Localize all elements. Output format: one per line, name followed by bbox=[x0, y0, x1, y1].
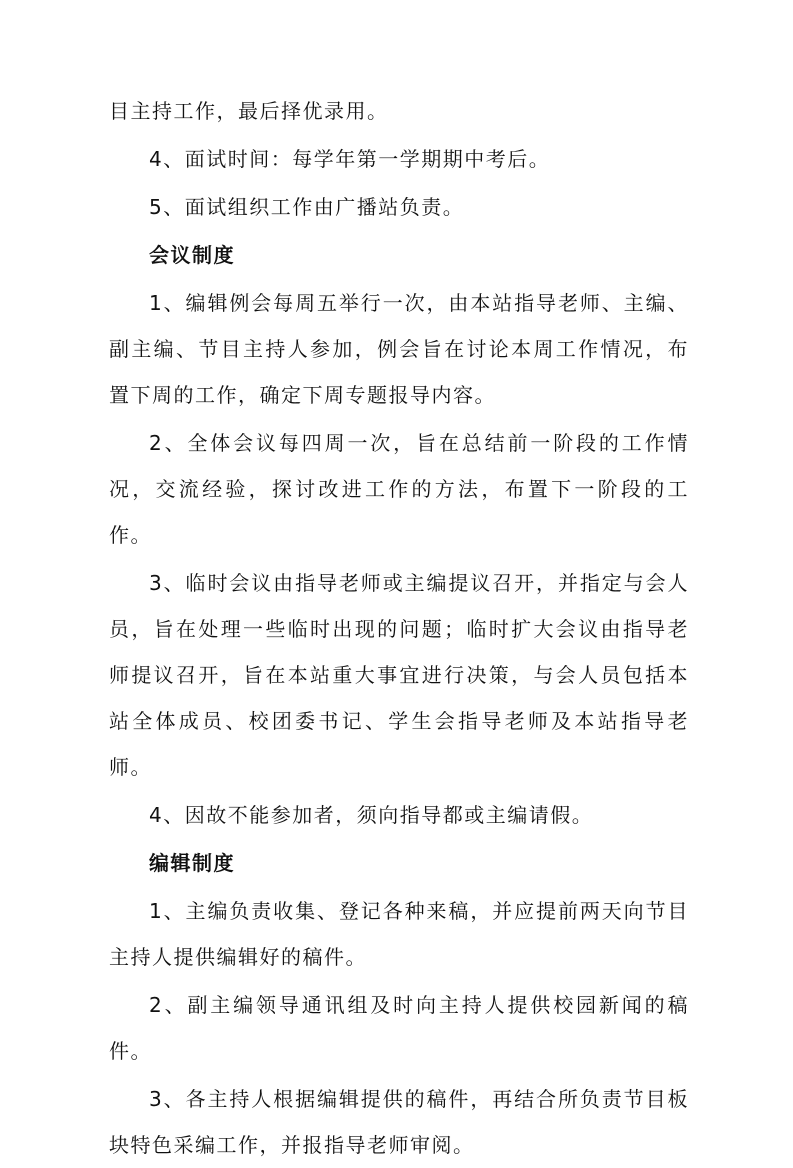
paragraph-meeting-rule-2: 2、全体会议每四周一次，旨在总结前一阶段的工作情况，交流经验，探讨改进工作的方法，布置下一阶段的工作。 bbox=[109, 431, 689, 547]
paragraph-meeting-rule-1: 1、编辑例会每周五举行一次，由本站指导老师、主编、副主编、节目主持人参加，例会旨在讨论本周工作情况，布置下周的工作，确定下周专题报导内容。 bbox=[109, 291, 689, 407]
paragraph-interview-organization: 5、面试组织工作由广播站负责。 bbox=[149, 195, 465, 219]
paragraph-editing-rule-1: 1、主编负责收集、登记各种来稿，并应提前两天向节目主持人提供编辑好的稿件。 bbox=[109, 899, 689, 969]
section-heading-editing-rules: 编辑制度 bbox=[149, 851, 235, 875]
paragraph-editing-rule-3: 3、各主持人根据编辑提供的稿件，再结合所负责节目板块特色采编工作，并报指导老师审阅。 bbox=[109, 1087, 689, 1157]
paragraph-meeting-rule-4: 4、因故不能参加者，须向指导都或主编请假。 bbox=[149, 803, 594, 827]
paragraph-continuation: 目主持工作，最后择优录用。 bbox=[109, 99, 389, 123]
paragraph-editing-rule-2: 2、副主编领导通讯组及时向主持人提供校园新闻的稿件。 bbox=[109, 993, 689, 1063]
document-body bbox=[109, 88, 689, 1168]
paragraph-interview-time: 4、面试时间：每学年第一学期期中考后。 bbox=[149, 147, 551, 171]
section-heading-meeting-rules: 会议制度 bbox=[149, 243, 235, 267]
paragraph-meeting-rule-3: 3、临时会议由指导老师或主编提议召开，并指定与会人员，旨在处理一些临时出现的问题；临时扩大会议由指导老师提议召开，旨在本站重大事宜进行决策，与会人员包括本站全体成员、校团委书记、学生会指导老师及本站指导老师。 bbox=[109, 571, 689, 779]
